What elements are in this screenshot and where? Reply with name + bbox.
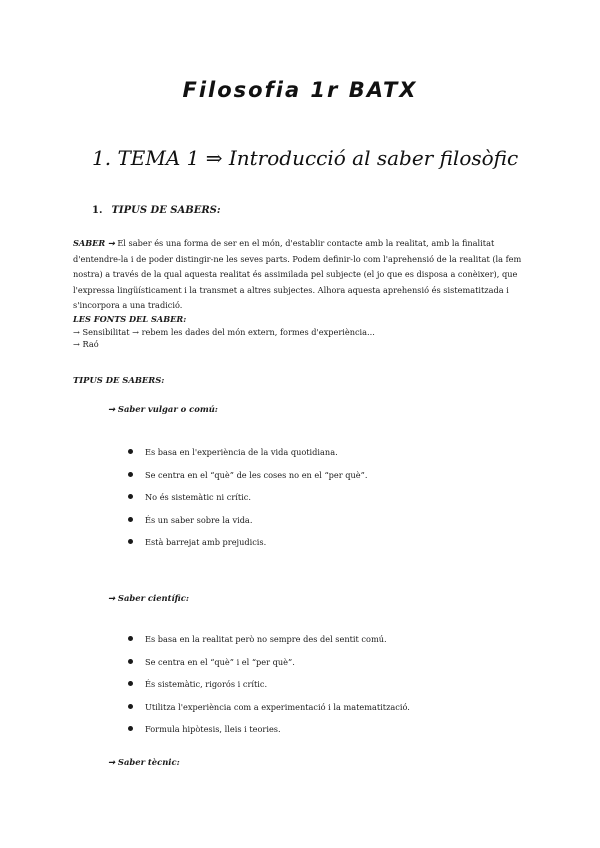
list-item-text: Utilitza l'experiència com a experimentació i la matematització. [145, 701, 410, 712]
list-item [128, 656, 410, 679]
tema-heading: 1. TEMA 1 ⇒ Introducció al saber filosòfic [92, 146, 519, 170]
fonts-del-saber [73, 313, 513, 351]
document-title: Filosofia 1r BATX [182, 78, 418, 102]
bullet-icon [128, 472, 133, 477]
bullet-icon [128, 517, 133, 522]
bullet-icon [128, 636, 133, 641]
bullet-icon [128, 449, 133, 454]
list-item [128, 701, 410, 724]
list-item-text: Se centra en el “què” i el “per què”. [145, 656, 295, 667]
list-item [128, 678, 410, 701]
bullet-icon [128, 681, 133, 686]
bullet-icon [128, 726, 133, 731]
list-item [128, 723, 410, 746]
list-item [128, 514, 367, 537]
arrow-icon: ➞ [107, 238, 115, 248]
saber-vulgar-list [128, 446, 367, 559]
saber-text: El saber és una forma de ser en el món, d'establir contacte amb la realitat, amb la finalitat d'entendre-la i de poder distingir-ne les seves parts. Podem definir-lo com l'aprehensió de la realitat (la fem nostra) a través de la qual aquesta realitat és assimilada pel subjecte (el jo que es disposa a conèixer), que l'expressa lingüísticament i la transmet a altres subjectes. Alhora aquesta aprehensió és sistematitzada i s'incorpora a una tradició. [73, 238, 522, 310]
list-item [128, 491, 367, 514]
tipus-sabers-heading: TIPUS DE SABERS: [73, 375, 165, 385]
bullet-icon [128, 704, 133, 709]
saber-term: SABER [73, 238, 106, 248]
section-number: 1. [92, 205, 103, 216]
section-title: TIPUS DE SABERS: [111, 205, 221, 216]
fonts-item: → Raó [73, 339, 99, 349]
list-item-text: És sistemàtic, rigorós i crític. [145, 679, 268, 689]
list-item-text: Es basa en l'experiència de la vida quotidiana. [145, 447, 338, 457]
list-item-text: Se centra en el “què” de les coses no en el “per què”. [145, 469, 368, 480]
saber-vulgar-heading: ➞ Saber vulgar o comú: [108, 404, 218, 414]
fonts-item: → Sensibilitat → rebem les dades del món extern, formes d'experiència... [73, 326, 375, 337]
list-item-text: Formula hipòtesis, lleis i teories. [145, 724, 281, 734]
saber-definition [73, 236, 533, 314]
list-item-text: No és sistemàtic ni crític. [145, 492, 251, 502]
bullet-icon [128, 494, 133, 499]
section-heading [92, 205, 221, 216]
bullet-icon [128, 539, 133, 544]
list-item-text: Es basa en la realitat però no sempre des del sentit comú. [145, 634, 387, 644]
list-item [128, 469, 367, 492]
saber-cientific-list [128, 633, 410, 746]
list-item [128, 633, 410, 656]
list-item-text: Està barrejat amb prejudicis. [145, 537, 267, 547]
list-item [128, 536, 367, 559]
list-item-text: És un saber sobre la vida. [145, 514, 253, 525]
saber-tecnic-heading: ➞ Saber tècnic: [108, 757, 180, 767]
fonts-heading: LES FONTS DEL SABER: [73, 314, 187, 324]
saber-cientific-heading: ➞ Saber científic: [108, 593, 189, 603]
list-item [128, 446, 367, 469]
bullet-icon [128, 659, 133, 664]
